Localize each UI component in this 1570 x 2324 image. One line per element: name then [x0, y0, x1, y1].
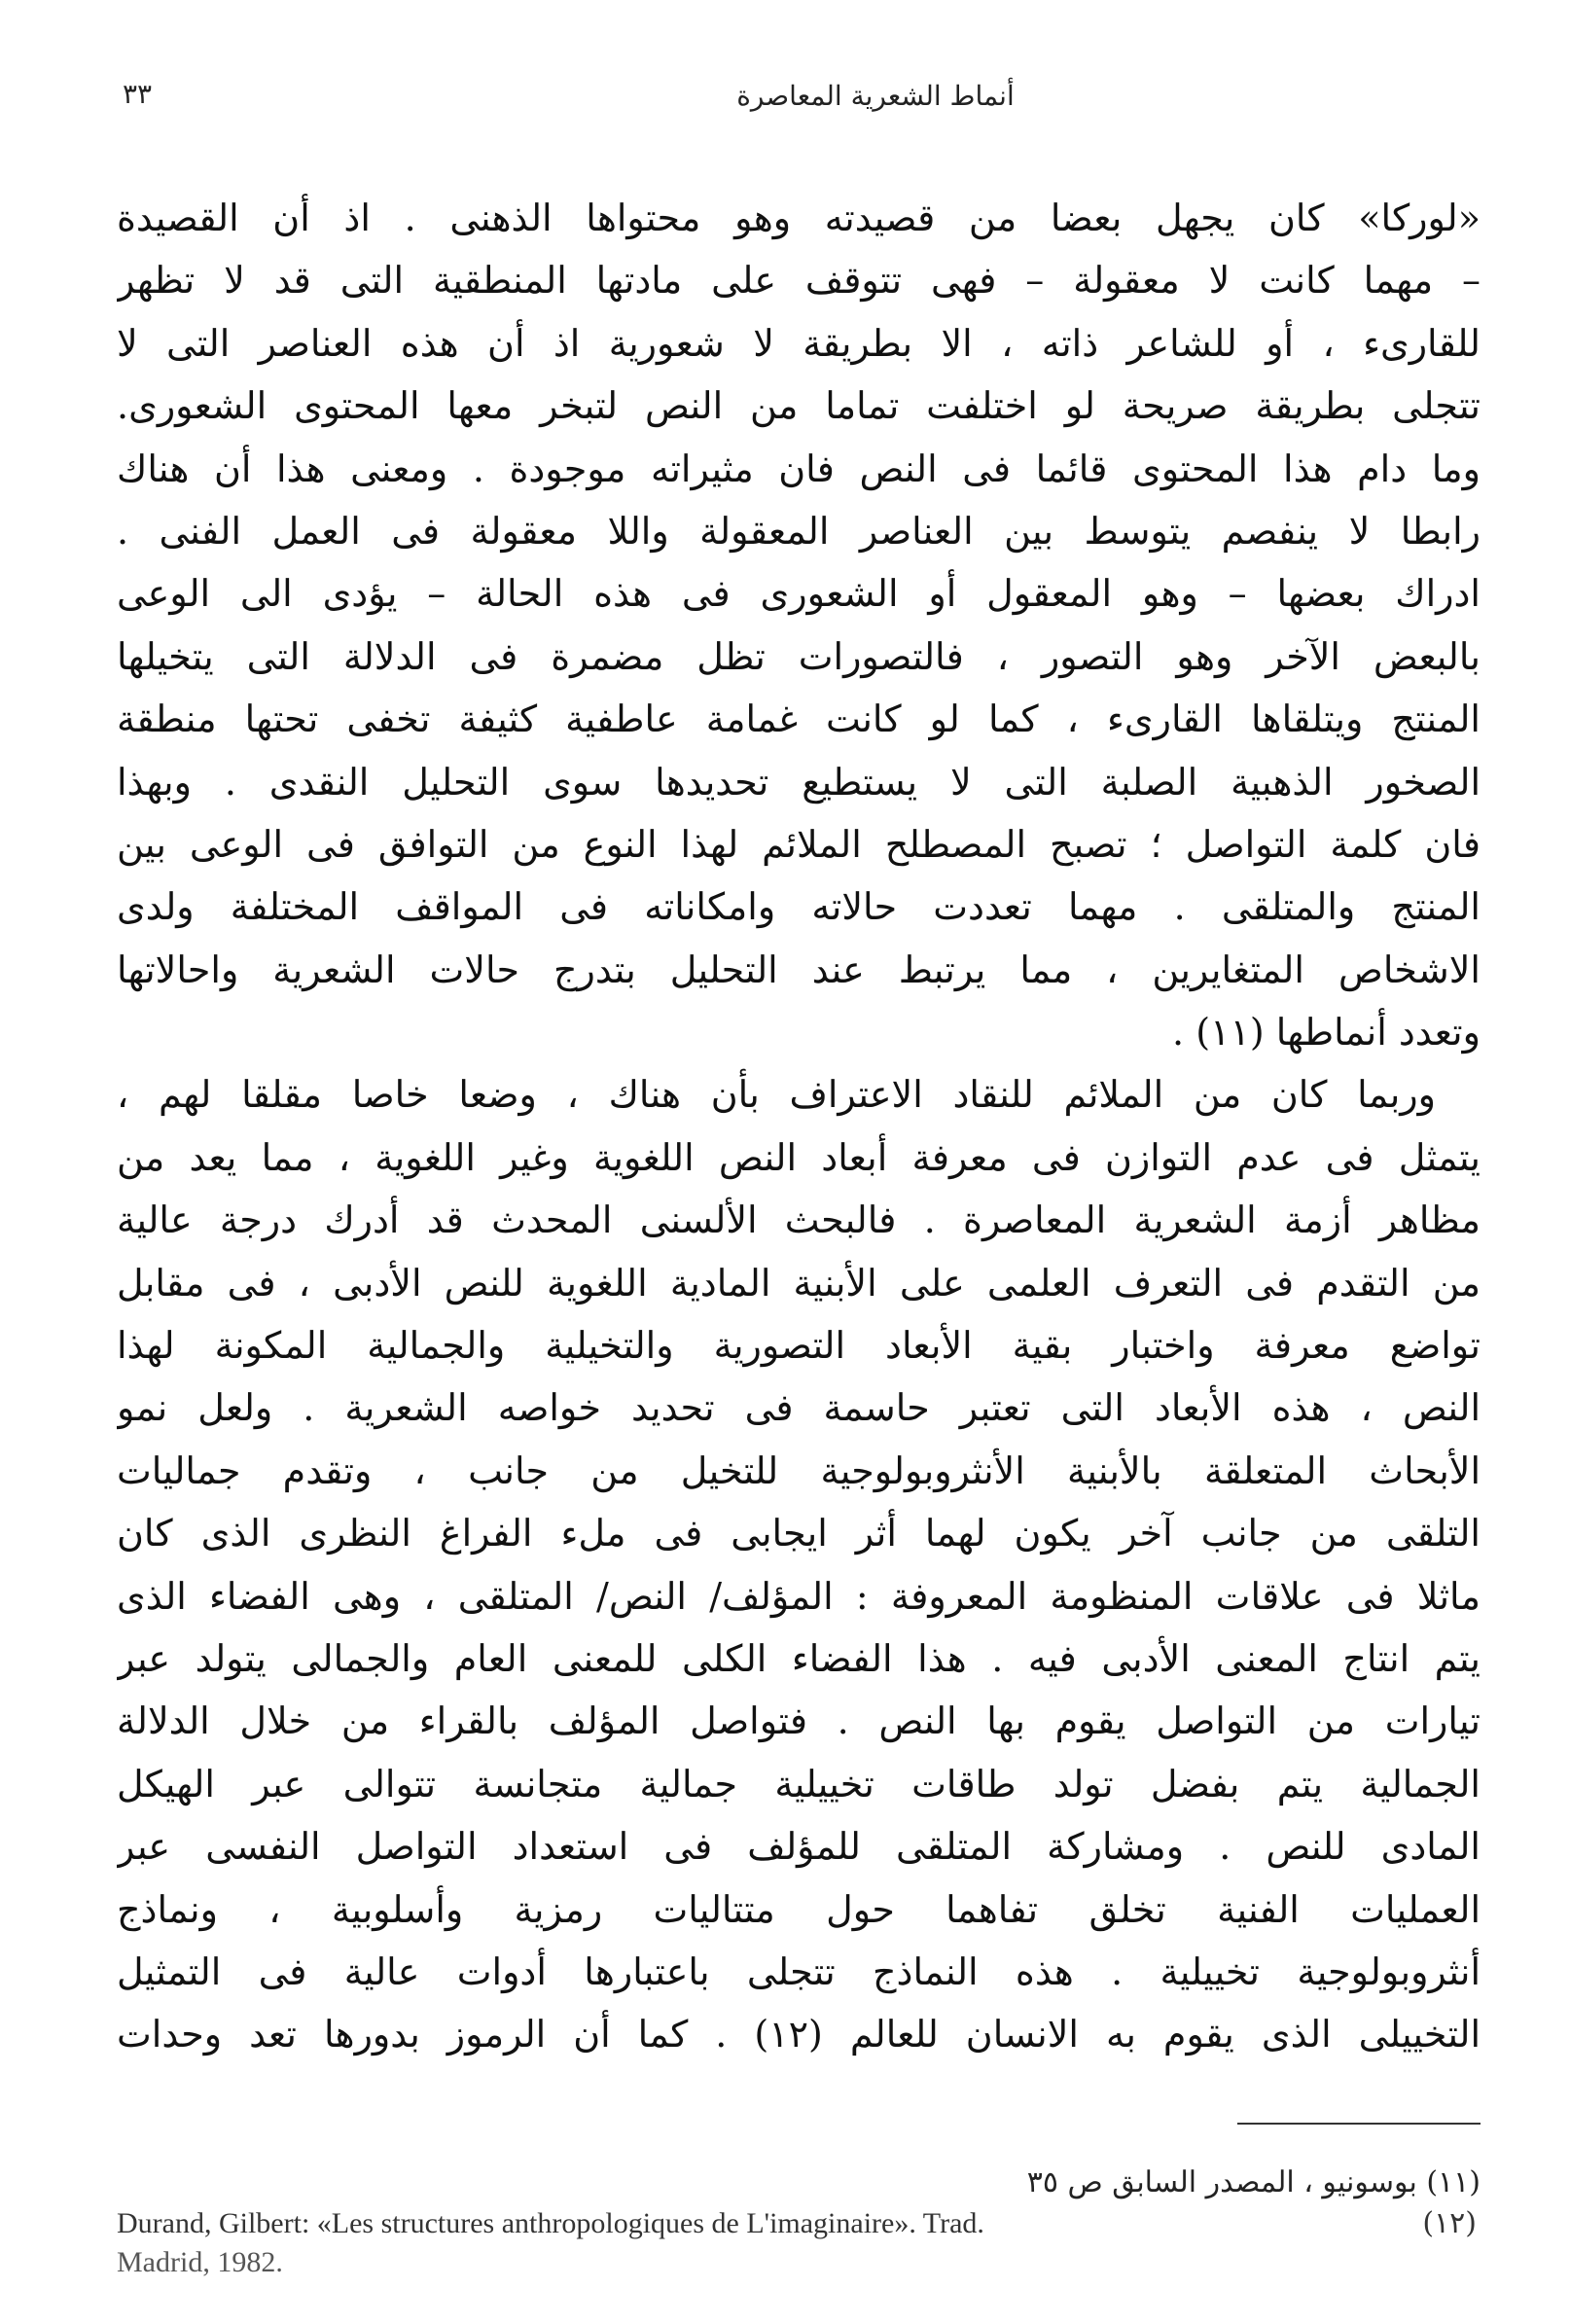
text-line: المنتج والمتلقى . مهما تعددت حالاته وامكاناته فى المواقف المختلفة ولدى — [117, 885, 1481, 929]
text-line: مظاهر أزمة الشعرية المعاصرة . فالبحث الألسنى المحدث قد أدرك درجة عالية — [117, 1198, 1481, 1242]
text-line: تيارات من التواصل يقوم بها النص . فتواصل المؤلف بالقراء من خلال الدلالة — [117, 1699, 1481, 1743]
body-text — [117, 187, 1481, 2066]
footnote-11: (١١) بوسونيو ، المصدر السابق ص ٣٥ — [1026, 2165, 1481, 2199]
paragraph-end-line: وتعدد أنماطها (١١) . — [1172, 1011, 1481, 1055]
text-line: يتمثل فى عدم التوازن فى معرفة أبعاد النص اللغوية وغير اللغوية ، مما يعد من — [117, 1135, 1481, 1179]
text-line: أنثروبولوجية تخييلية . هذه النماذج تتجلى باعتبارها أدوات عالية فى التمثيل — [117, 1949, 1481, 1993]
paragraph-start-line: وربما كان من الملائم للنقاد الاعتراف بأن هناك ، وضعا خاصا مقلقا لهم ، — [117, 1073, 1436, 1117]
text-line: الصخور الذهبية الصلبة التى لا يستطيع تحديدها سوى التحليل النقدى . وبهذا — [117, 760, 1481, 804]
page-header — [117, 78, 1479, 136]
text-line: العمليات الفنية تخلق تفاهما حول متتاليات رمزية وأسلوبية ، ونماذج — [117, 1887, 1481, 1931]
text-line: الاشخاص المتغايرين ، مما يرتبط عند التحليل بتدرج حالات الشعرية واحالاتها — [117, 947, 1481, 991]
text-line: التخييلى الذى يقوم به الانسان للعالم (١٢) . كما أن الرموز بدورها تعد وحدات — [117, 2013, 1481, 2056]
running-title: أنماط الشعرية المعاصرة — [736, 80, 1015, 112]
text-line: يتم انتاج المعنى الأدبى فيه . هذا الفضاء الكلى للمعنى العام والجمالى يتولد عبر — [117, 1636, 1481, 1680]
text-line: «لوركا» كان يجهل بعضا من قصيدته وهو محتواها الذهنى . اذ أن القصيدة — [117, 197, 1481, 239]
footnote-12 — [117, 2204, 1481, 2243]
text-line: تواضع معرفة واختبار بقية الأبعاد التصورية والتخيلية والجمالية المكونة لهذا — [117, 1324, 1481, 1368]
text-line: المادى للنص . ومشاركة المتلقى للمؤلف فى استعداد التواصل النفسى عبر — [117, 1825, 1481, 1869]
footnote-separator — [1237, 2123, 1481, 2125]
footnote-12-continuation: Madrid, 1982. — [117, 2246, 283, 2278]
text-line: الأبحاث المتعلقة بالأبنية الأنثروبولوجية للتخيل من جانب ، وتقدم جماليات — [117, 1448, 1481, 1492]
text-line: – مهما كانت لا معقولة – فهى تتوقف على مادتها المنطقية التى قد لا تظهر — [117, 259, 1481, 303]
text-line: للقارىء ، أو للشاعر ذاته ، الا بطريقة لا شعورية اذ أن هذه العناصر التى لا — [117, 321, 1481, 365]
text-line: ماثلا فى علاقات المنظومة المعروفة : المؤلف/ النص/ المتلقى ، وهى الفضاء الذى — [117, 1574, 1481, 1618]
text-line: المنتج ويتلقاها القارىء ، كما لو كانت غمامة عاطفية كثيفة تخفى تحتها منطقة — [117, 697, 1481, 741]
text-line: التلقى من جانب آخر يكون لهما أثر ايجابى فى ملء الفراغ النظرى الذى كان — [117, 1512, 1481, 1555]
page-number: ٣٣ — [123, 78, 153, 110]
text-line: وما دام هذا المحتوى قائما فى النص فان مثيراته موجودة . ومعنى هذا أن هناك — [117, 447, 1481, 490]
text-line: رابطا لا ينفصم يتوسط بين العناصر المعقولة واللا معقولة فى العمل الفنى . — [117, 509, 1481, 553]
text-line: النص ، هذه الأبعاد التى تعتبر حاسمة فى تحديد خواصه الشعرية . ولعل نمو — [117, 1386, 1481, 1430]
text-line: الجمالية يتم بفضل تولد طاقات تخييلية جمالية متجانسة تتوالى عبر الهيكل — [117, 1762, 1481, 1806]
footnote-12-mark: (١٢) — [1422, 2206, 1477, 2240]
footnotes — [117, 2162, 1481, 2282]
text-line: تتجلى بطريقة صريحة لو اختلفت تماما من النص لتبخر معها المحتوى الشعورى. — [117, 384, 1481, 428]
text-line: من التقدم فى التعرف العلمى على الأبنية المادية اللغوية للنص الأدبى ، فى مقابل — [117, 1261, 1481, 1305]
text-line: بالبعض الآخر وهو التصور ، فالتصورات تظل مضمرة فى الدلالة التى يتخيلها — [117, 634, 1481, 678]
text-line: ادراك بعضها – وهو المعقول أو الشعورى فى هذه الحالة – يؤدى الى الوعى — [117, 572, 1481, 616]
text-line: فان كلمة التواصل ؛ تصبح المصطلح الملائم لهذا النوع من التوافق فى الوعى بين — [117, 822, 1481, 866]
footnote-12-text: Durand, Gilbert: «Les structures anthropologiques de L'imaginaire». Trad. — [117, 2207, 984, 2239]
